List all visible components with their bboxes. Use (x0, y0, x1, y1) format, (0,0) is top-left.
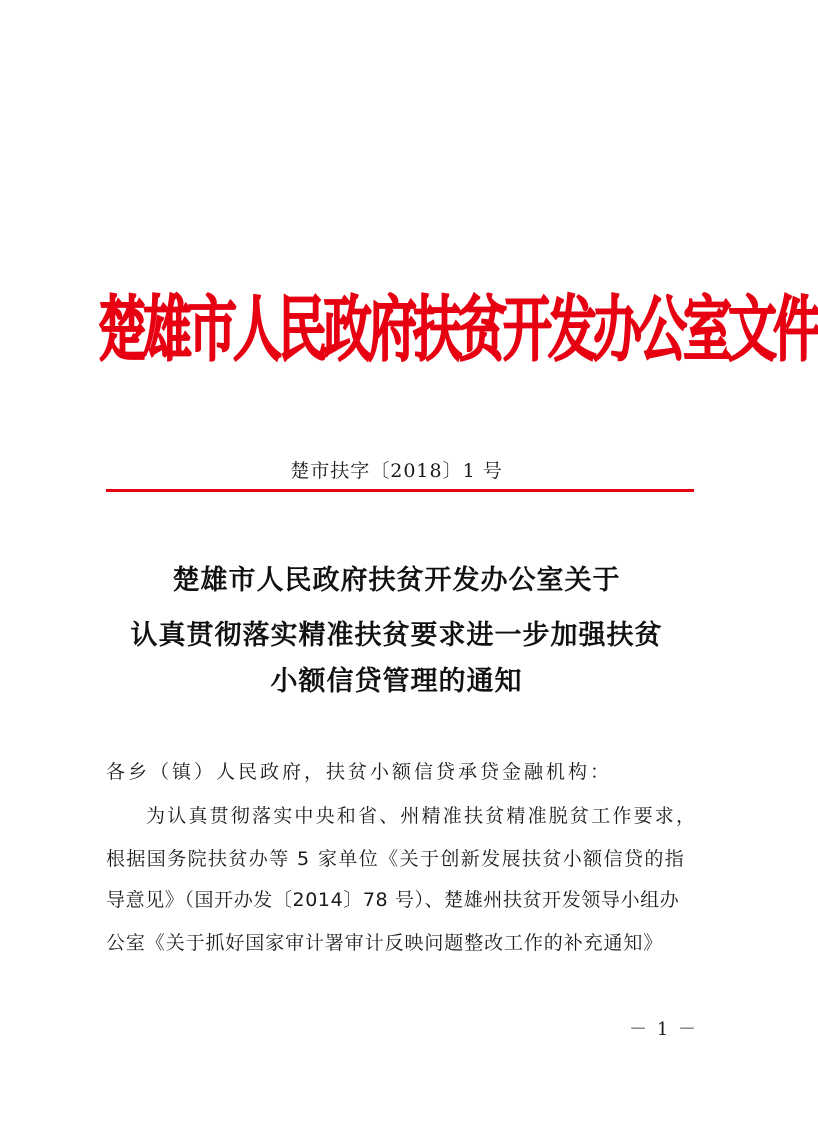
body-paragraph-line: 为认真贯彻落实中央和省、州精准扶贫精准脱贫工作要求， (146, 805, 698, 827)
body-paragraph-line: 公室《关于抓好国家审计署审计反映问题整改工作的补充通知》 (106, 932, 664, 954)
salutation: 各乡（镇）人民政府，扶贫小额信贷承贷金融机构： (106, 761, 613, 783)
document-title-line-2: 认真贯彻落实精准扶贫要求进一步加强扶贫 (130, 620, 663, 651)
masthead-title: 楚雄市人民政府扶贫开发办公室文件 (98, 288, 818, 372)
document-title-line-3: 小额信贷管理的通知 (270, 666, 523, 697)
body-paragraph-line: 导意见》（国开办发〔2014〕78 号）、楚雄州扶贫开发领导小组办 (106, 889, 680, 911)
red-divider-line (106, 489, 694, 492)
document-number: 楚市扶字〔2018〕1 号 (290, 460, 503, 482)
masthead (98, 286, 818, 376)
body-paragraph-line: 根据国务院扶贫办等 5 家单位《关于创新发展扶贫小额信贷的指 (106, 848, 686, 870)
document-title-line-1: 楚雄市人民政府扶贫开发办公室关于 (172, 565, 621, 596)
page-number: － 1 － (629, 1019, 698, 1040)
